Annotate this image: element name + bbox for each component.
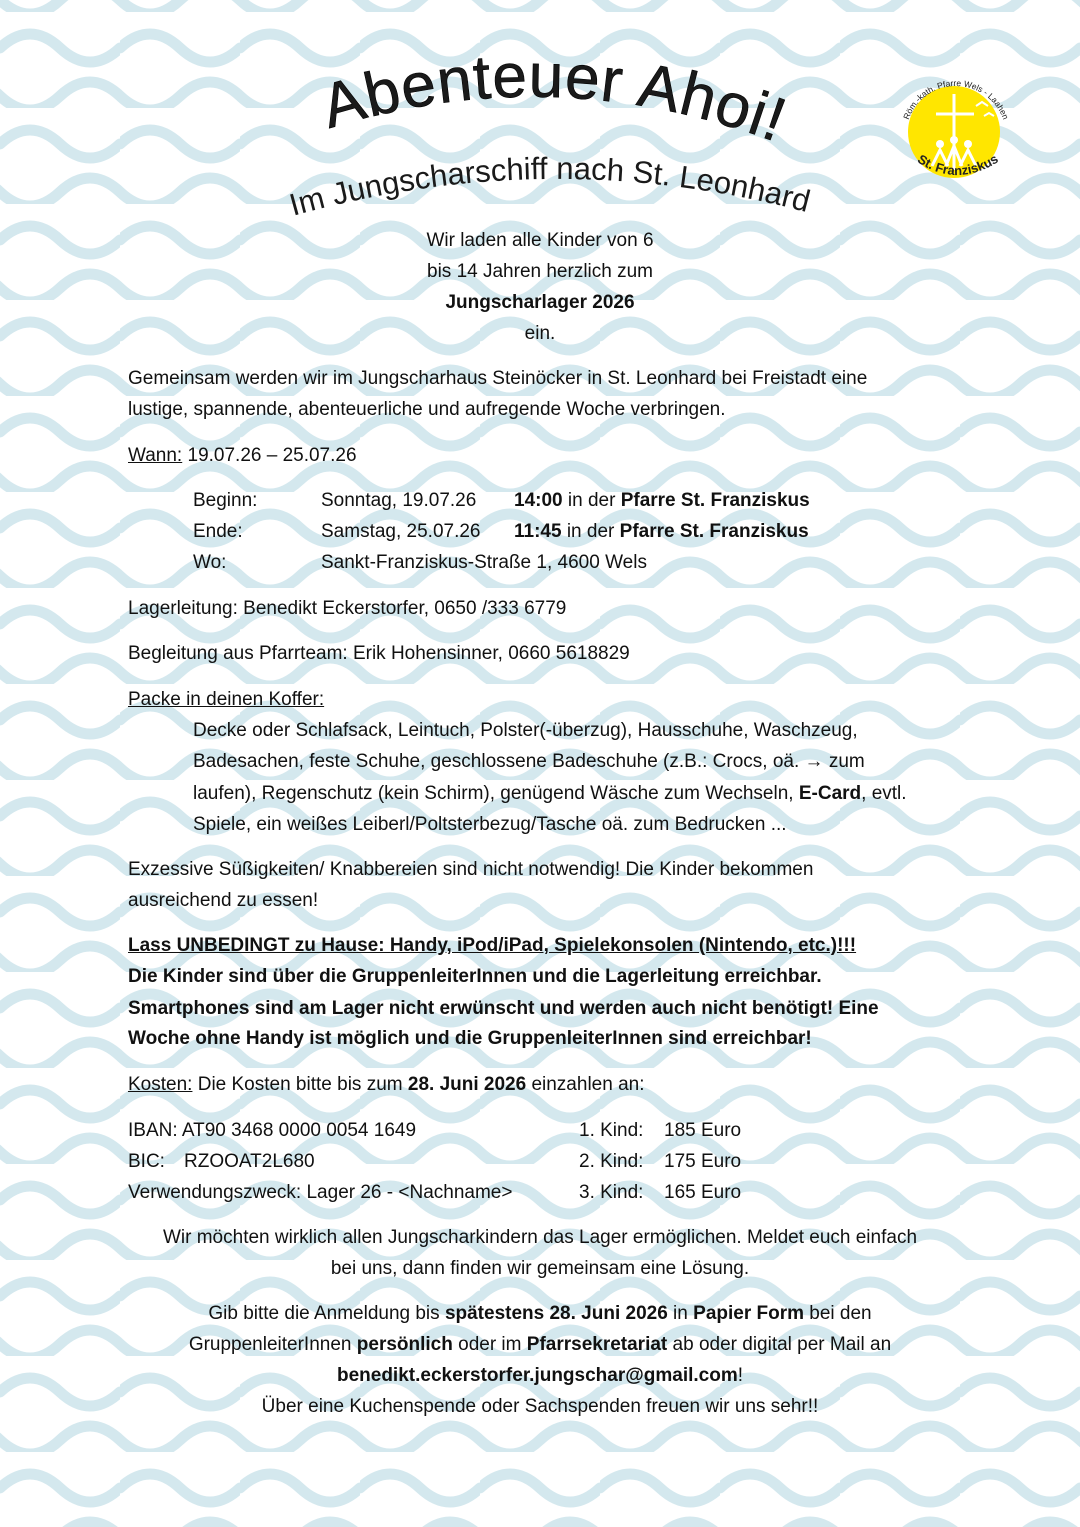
anmeldung-l2-c: oder im	[452, 1334, 527, 1355]
packliste-line-2: Badesachen, feste Schuhe, geschlossene Badeschuhe (z.B.: Crocs, oä. → zum	[193, 751, 865, 772]
anmeldung-l1-e: bei den	[804, 1303, 872, 1324]
logo-text-top: Röm.-kath. Pfarre Wels - Laahen	[901, 77, 1011, 121]
kosten-deadline: 28. Juni 2026	[407, 1074, 527, 1095]
bic-label: BIC:	[128, 1151, 165, 1172]
warnung-line-3: Smartphones sind am Lager nicht erwünscht und werden auch nicht benötigt! Eine	[128, 998, 879, 1019]
packliste-label: Packe in deinen Koffer:	[128, 689, 325, 710]
packliste-line-3	[193, 782, 907, 806]
anmeldung-l1-c: in	[667, 1303, 694, 1324]
parish-logo	[892, 74, 1020, 192]
anmeldung-papier: Papier Form	[693, 1303, 805, 1324]
anmeldung-l2-e: ab oder digital per Mail an	[667, 1334, 892, 1355]
wann-line	[128, 444, 357, 468]
beginn-day: Sonntag, 19.07.26	[321, 490, 477, 511]
wann-value: 19.07.26 – 25.07.26	[182, 445, 357, 466]
lagerleitung: Lagerleitung: Benedikt Eckerstorfer, 0650 /333 6779	[128, 598, 567, 619]
warnung-line-2: Die Kinder sind über die GruppenleiterInnen und die Lagerleitung erreichbar.	[128, 966, 822, 987]
anmeldung-line-1	[0, 1302, 1080, 1326]
bic-value: RZOOAT2L680	[184, 1151, 315, 1172]
price-kind-3: 3. Kind:	[579, 1182, 644, 1203]
invitation-line-4: ein.	[524, 323, 556, 344]
anmeldung-l2-a: GruppenleiterInnen	[188, 1334, 357, 1355]
packliste-line-4: Spiele, ein weißes Leiberl/Poltsterbezug/Tasche oä. zum Bedrucken ...	[193, 814, 787, 835]
invitation-line-2: bis 14 Jahren herzlich zum	[427, 261, 653, 282]
title-heading	[240, 50, 860, 240]
packliste-line-3a: laufen), Regenschutz (kein Schirm), genügend Wäsche zum Wechseln,	[193, 783, 799, 804]
kosten-label: Kosten:	[128, 1074, 193, 1095]
beginn-place: Pfarre St. Franziskus	[620, 490, 810, 511]
packliste-line-1: Decke oder Schlafsack, Leintuch, Polster(-überzug), Hausschuhe, Waschzeug,	[193, 720, 858, 741]
svg-text:Abenteuer Ahoi!	[314, 50, 795, 155]
warnung-line-4: Woche ohne Handy ist möglich und die GruppenleiterInnen sind erreichbar!	[128, 1028, 812, 1049]
ende-label: Ende:	[193, 521, 243, 542]
ende-place: Pfarre St. Franziskus	[619, 521, 809, 542]
verwendungszweck: Verwendungszweck: Lager 26 - <Nachname>	[128, 1182, 513, 1203]
suessigkeiten-line-2: ausreichend zu essen!	[128, 890, 319, 911]
kosten-text-b: einzahlen an:	[526, 1074, 645, 1095]
packliste-ecard: E-Card	[798, 783, 862, 804]
suessigkeiten-line-1: Exzessive Süßigkeiten/ Knabbereien sind nicht notwendig! Die Kinder bekommen	[128, 859, 814, 880]
price-value-3: 165 Euro	[664, 1182, 742, 1203]
anmeldung-l1-a: Gib bitte die Anmeldung bis	[208, 1303, 445, 1324]
price-kind-2: 2. Kind:	[579, 1151, 644, 1172]
ende-time: 11:45	[514, 521, 562, 542]
intro-line-1: Gemeinsam werden wir im Jungscharhaus Steinöcker in St. Leonhard bei Freistadt eine	[128, 368, 868, 389]
packliste-line-3c: , evtl.	[861, 783, 907, 804]
kosten-text-a: Die Kosten bitte bis zum	[192, 1074, 408, 1095]
begleitung: Begleitung aus Pfarrteam: Erik Hohensinner, 0660 5618829	[128, 643, 630, 664]
title-text: Abenteuer Ahoi!	[314, 50, 796, 156]
closing-line: Über eine Kuchenspende oder Sachspenden freuen wir uns sehr!!	[261, 1396, 819, 1417]
ende-detail	[514, 520, 809, 544]
email-address[interactable]: benedikt.eckerstorfer.jungschar@gmail.com	[336, 1365, 738, 1386]
iban: IBAN: AT90 3468 0000 0054 1649	[128, 1120, 417, 1141]
invitation-event: Jungscharlager 2026	[445, 292, 635, 313]
intro-line-2: lustige, spannende, abenteuerliche und aufregende Woche verbringen.	[128, 399, 726, 420]
logo-text-bottom: St. Franziskus	[915, 151, 1001, 179]
anmeldung-line-3	[0, 1364, 1080, 1388]
beginn-mid: in der	[562, 490, 621, 511]
svg-text:Im Jungscharschiff nach St. Le	[286, 151, 814, 223]
warnung-line-1: Lass UNBEDINGT zu Hause: Handy, iPod/iPad, Spielekonsolen (Nintendo, etc.)!!!	[128, 935, 857, 956]
anmeldung-persoenlich: persönlich	[356, 1334, 453, 1355]
kosten-line	[128, 1073, 645, 1097]
anmeldung-l3-end: !	[737, 1365, 744, 1386]
price-value-1: 185 Euro	[664, 1120, 742, 1141]
wo-label: Wo:	[193, 552, 227, 573]
ende-mid: in der	[561, 521, 620, 542]
solidaritaet-line-1: Wir möchten wirklich allen Jungscharkindern das Lager ermöglichen. Meldet euch einfach	[162, 1227, 918, 1248]
beginn-label: Beginn:	[193, 490, 258, 511]
price-value-2: 175 Euro	[664, 1151, 742, 1172]
beginn-detail	[514, 489, 810, 513]
anmeldung-line-2	[0, 1333, 1080, 1357]
invitation-line-1: Wir laden alle Kinder von 6	[426, 230, 654, 251]
beginn-time: 14:00	[514, 490, 563, 511]
anmeldung-sekretariat: Pfarrsekretariat	[526, 1334, 668, 1355]
subtitle-text: Im Jungscharschiff nach St. Leonhard	[285, 150, 814, 223]
wann-label: Wann:	[128, 445, 183, 466]
ende-day: Samstag, 25.07.26	[321, 521, 481, 542]
price-kind-1: 1. Kind:	[579, 1120, 644, 1141]
wo-value: Sankt-Franziskus-Straße 1, 4600 Wels	[321, 552, 647, 573]
solidaritaet-line-2: bei uns, dann finden wir gemeinsam eine Lösung.	[330, 1258, 750, 1279]
anmeldung-deadline: spätestens 28. Juni 2026	[444, 1303, 668, 1324]
